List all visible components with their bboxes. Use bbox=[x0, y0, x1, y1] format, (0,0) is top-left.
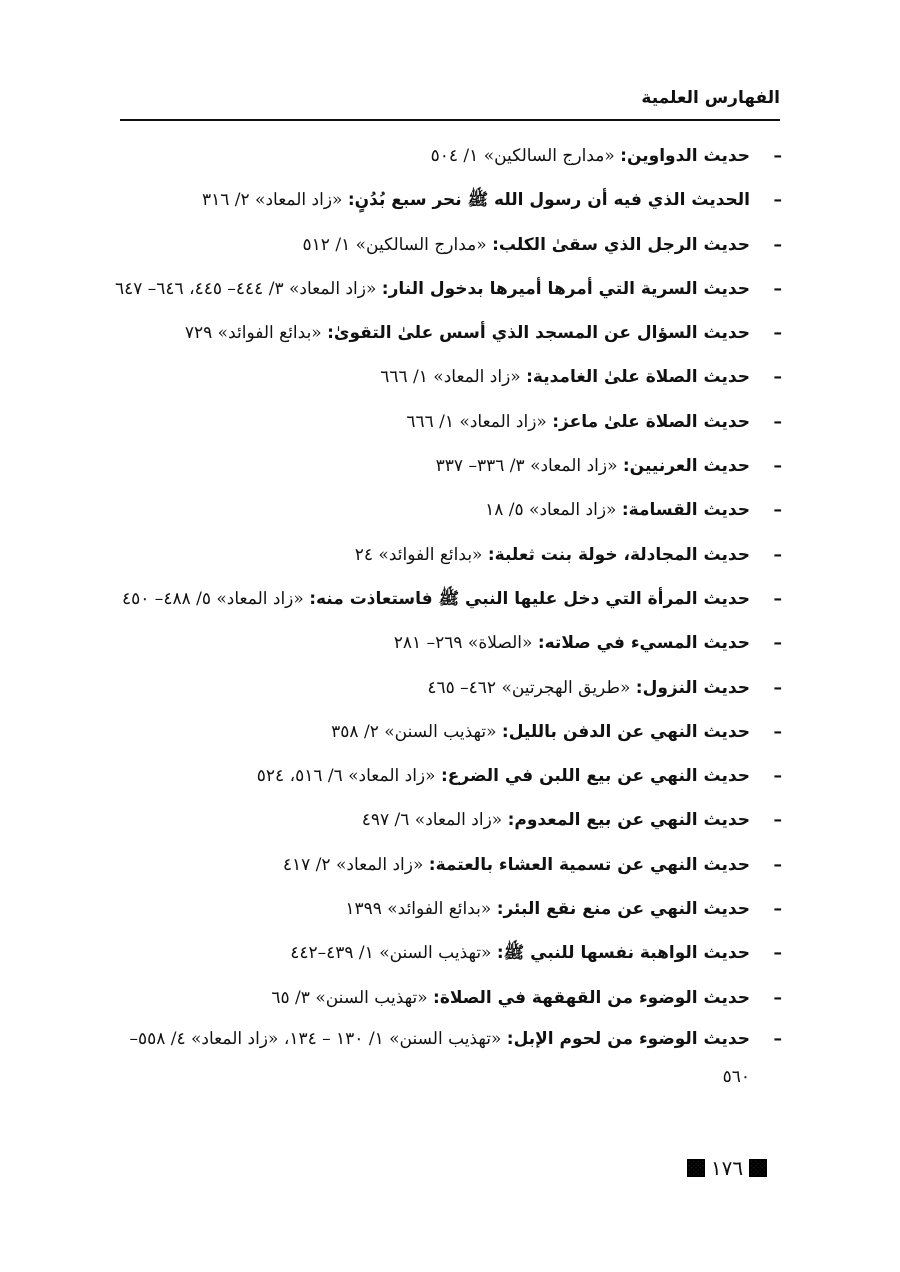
entry-title: حديث النهي عن الدفن بالليل: bbox=[501, 721, 750, 742]
index-entry bbox=[110, 710, 782, 754]
entry-title: حديث الواهبة نفسها للنبي ﷺ: bbox=[496, 943, 750, 964]
index-entry bbox=[110, 488, 782, 532]
entry-dash: – bbox=[773, 588, 782, 609]
entry-title: حديث النهي عن منع نقع البئر: bbox=[496, 899, 750, 920]
entry-reference: «طريق الهجرتين» ٤٦٢– ٤٦٥ bbox=[427, 677, 636, 698]
entry-dash: – bbox=[773, 146, 782, 166]
entry-reference: «زاد المعاد» ٥/ ٤٨٨– ٤٥٠ bbox=[122, 588, 310, 609]
entry-title: الحديث الذي فيه أن رسول الله ﷺ نحر سبع بُدُنٍ: bbox=[347, 190, 750, 211]
entry-title: حديث الصلاة علىٰ ماعز: bbox=[552, 411, 750, 432]
entry-reference: «تهذيب السنن» ٢/ ٣٥٨ bbox=[331, 721, 502, 742]
entry-dash: – bbox=[773, 234, 782, 255]
entry-title: حديث الوضوء من القهقهة في الصلاة: bbox=[433, 987, 750, 1008]
entry-reference: «بدائع الفوائد» ١٣٩٩ bbox=[345, 899, 497, 920]
entry-title: حديث المجادلة، خولة بنت ثعلبة: bbox=[487, 544, 750, 565]
index-entry bbox=[110, 355, 782, 399]
hadith-index-list bbox=[110, 134, 782, 1096]
index-entry bbox=[110, 931, 782, 975]
entry-reference: «زاد المعاد» ٦/ ٤٩٧ bbox=[361, 810, 508, 831]
index-entry bbox=[110, 666, 782, 710]
entry-reference: «بدائع الفوائد» ٧٢٩ bbox=[184, 323, 328, 344]
entry-dash: – bbox=[773, 456, 782, 477]
page-number: ١٧٦ bbox=[710, 1156, 744, 1180]
entry-title: حديث النزول: bbox=[635, 677, 750, 698]
entry-dash: – bbox=[773, 943, 782, 964]
index-entry bbox=[110, 444, 782, 488]
entry-dash: – bbox=[773, 987, 782, 1008]
entry-dash: – bbox=[773, 367, 782, 388]
entry-title: حديث النهي عن تسمية العشاء بالعتمة: bbox=[428, 854, 750, 875]
entry-dash: – bbox=[773, 323, 782, 344]
entry-reference: «زاد المعاد» ٣/ ٣٣٦– ٣٣٧ bbox=[435, 456, 623, 477]
entry-reference: «زاد المعاد» ٦/ ٥١٦، ٥٢٤ bbox=[256, 766, 441, 787]
entry-title: حديث الصلاة علىٰ الغامدية: bbox=[526, 367, 750, 388]
entry-reference: «زاد المعاد» ٥/ ١٨ bbox=[485, 500, 622, 521]
index-entry bbox=[110, 976, 782, 1020]
entry-reference: «مدارج السالكين» ١/ ٥٠٤ bbox=[430, 146, 621, 166]
entry-dash: – bbox=[773, 766, 782, 787]
entry-title: حديث العرنيين: bbox=[622, 456, 750, 477]
entry-dash: – bbox=[773, 677, 782, 698]
entry-reference: «بدائع الفوائد» ٢٤ bbox=[354, 544, 488, 565]
index-entry bbox=[110, 621, 782, 665]
entry-title: حديث الرجل الذي سقىٰ الكلب: bbox=[492, 234, 750, 255]
entry-dash: – bbox=[773, 190, 782, 211]
entry-dash: – bbox=[773, 411, 782, 432]
entry-dash: – bbox=[773, 500, 782, 521]
entry-dash: – bbox=[773, 854, 782, 875]
entry-reference: «تهذيب السنن» ١/ ٤٣٩–٤٤٢ bbox=[290, 943, 497, 964]
entry-dash: – bbox=[773, 633, 782, 654]
index-entry bbox=[110, 843, 782, 887]
entry-title: حديث الوضوء من لحوم الإبل: bbox=[506, 1028, 750, 1049]
entry-dash: – bbox=[773, 721, 782, 742]
entry-dash: – bbox=[773, 1028, 782, 1049]
index-entry bbox=[110, 400, 782, 444]
index-entry bbox=[110, 223, 782, 267]
index-entry bbox=[110, 887, 782, 931]
index-entry-multiline bbox=[110, 1020, 782, 1096]
index-entry bbox=[110, 798, 782, 842]
index-entry bbox=[110, 134, 782, 178]
entry-title: حديث الدواوين: bbox=[620, 146, 750, 166]
entry-title: حديث المسيء في صلاته: bbox=[537, 633, 750, 654]
index-entry bbox=[110, 754, 782, 798]
entry-title: حديث النهي عن بيع المعدوم: bbox=[507, 810, 750, 831]
index-entry bbox=[110, 533, 782, 577]
entry-title: حديث النهي عن بيع اللبن في الضرع: bbox=[440, 766, 750, 787]
entry-reference: «مدارج السالكين» ١/ ٥١٢ bbox=[302, 234, 493, 255]
ornament-icon bbox=[749, 1159, 767, 1177]
entry-title: حديث المرأة التي دخل عليها النبي ﷺ فاستعاذت منه: bbox=[309, 588, 750, 609]
index-entry bbox=[110, 267, 782, 311]
entry-reference: «تهذيب السنن» ١/ ١٣٠ – ١٣٤، «زاد المعاد» ٤/ ٥٥٨– ٥٦٠ bbox=[129, 1028, 750, 1087]
page-number-block bbox=[672, 1156, 782, 1180]
running-head: الفهارس العلمية bbox=[641, 88, 780, 108]
entry-reference: «زاد المعاد» ١/ ٦٦٦ bbox=[406, 411, 553, 432]
entry-title: حديث القسامة: bbox=[621, 500, 750, 521]
entry-reference: «زاد المعاد» ٣/ ٤٤٤– ٤٤٥، ٦٤٦– ٦٤٧ bbox=[114, 278, 382, 299]
entry-dash: – bbox=[773, 899, 782, 920]
entry-reference: «زاد المعاد» ١/ ٦٦٦ bbox=[380, 367, 527, 388]
ornament-icon bbox=[687, 1159, 705, 1177]
entry-reference: «زاد المعاد» ٢/ ٤١٧ bbox=[282, 854, 429, 875]
entry-dash: – bbox=[773, 278, 782, 299]
index-entry bbox=[110, 178, 782, 222]
index-entry bbox=[110, 577, 782, 621]
entry-dash: – bbox=[773, 810, 782, 831]
entry-title: حديث السرية التي أمرها أميرها بدخول النار: bbox=[381, 278, 750, 299]
entry-dash: – bbox=[773, 544, 782, 565]
index-entry bbox=[110, 311, 782, 355]
entry-title: حديث السؤال عن المسجد الذي أسس علىٰ التقوىٰ: bbox=[327, 323, 750, 344]
entry-reference: «الصلاة» ٢٦٩– ٢٨١ bbox=[393, 633, 538, 654]
header-rule bbox=[120, 119, 780, 121]
entry-reference: «زاد المعاد» ٢/ ٣١٦ bbox=[201, 190, 348, 211]
entry-reference: «تهذيب السنن» ٣/ ٦٥ bbox=[271, 987, 434, 1008]
